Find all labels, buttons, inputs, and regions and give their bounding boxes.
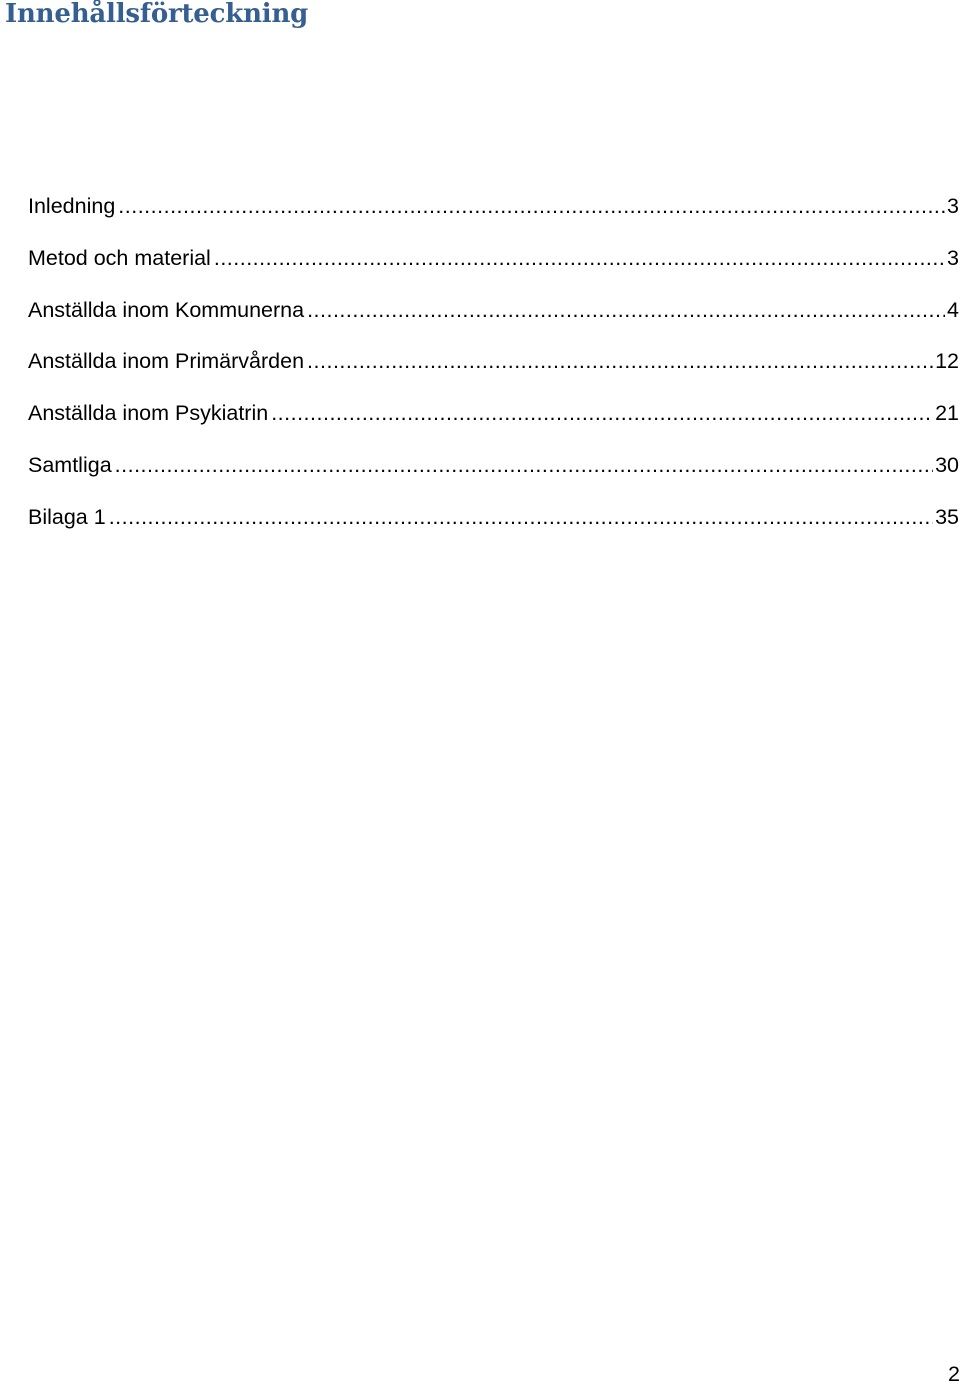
- toc-dot-leader: [214, 242, 945, 275]
- toc-entry-label[interactable]: Metod och material: [28, 245, 211, 270]
- toc-dot-leader: [271, 397, 933, 430]
- table-of-contents: [28, 190, 959, 553]
- toc-dot-leader: [118, 190, 945, 223]
- toc-entry-primarvarden[interactable]: [28, 345, 959, 397]
- page-title: Innehållsförteckning: [5, 0, 309, 29]
- toc-entry-page: 35: [935, 504, 959, 529]
- toc-dot-leader: [115, 449, 933, 482]
- toc-entry-metod-och-material[interactable]: [28, 242, 959, 294]
- toc-entry-kommunerna[interactable]: [28, 294, 959, 346]
- toc-entry-samtliga[interactable]: [28, 449, 959, 501]
- toc-dot-leader: [307, 345, 933, 378]
- toc-entry-page: 21: [935, 401, 959, 426]
- toc-entry-page: 3: [947, 245, 959, 270]
- toc-entry-page: 30: [935, 452, 959, 477]
- toc-dot-leader: [109, 501, 933, 534]
- toc-dot-leader: [307, 294, 945, 327]
- toc-entry-label[interactable]: Anställda inom Psykiatrin: [28, 401, 269, 426]
- toc-entry-page: 4: [947, 297, 959, 322]
- toc-entry-label[interactable]: Anställda inom Kommunerna: [28, 297, 305, 322]
- toc-entry-label[interactable]: Inledning: [28, 194, 116, 218]
- toc-entry-label[interactable]: Anställda inom Primärvården: [28, 349, 305, 374]
- toc-entry-label[interactable]: Bilaga 1: [28, 504, 106, 529]
- page-number: 2: [948, 1362, 960, 1386]
- toc-entry-page: 3: [947, 194, 959, 218]
- toc-entry-inledning[interactable]: [28, 190, 959, 242]
- toc-entry-page: 12: [935, 349, 959, 374]
- toc-entry-label[interactable]: Samtliga: [28, 452, 112, 477]
- toc-entry-psykiatrin[interactable]: [28, 397, 959, 449]
- toc-entry-bilaga-1[interactable]: [28, 501, 959, 553]
